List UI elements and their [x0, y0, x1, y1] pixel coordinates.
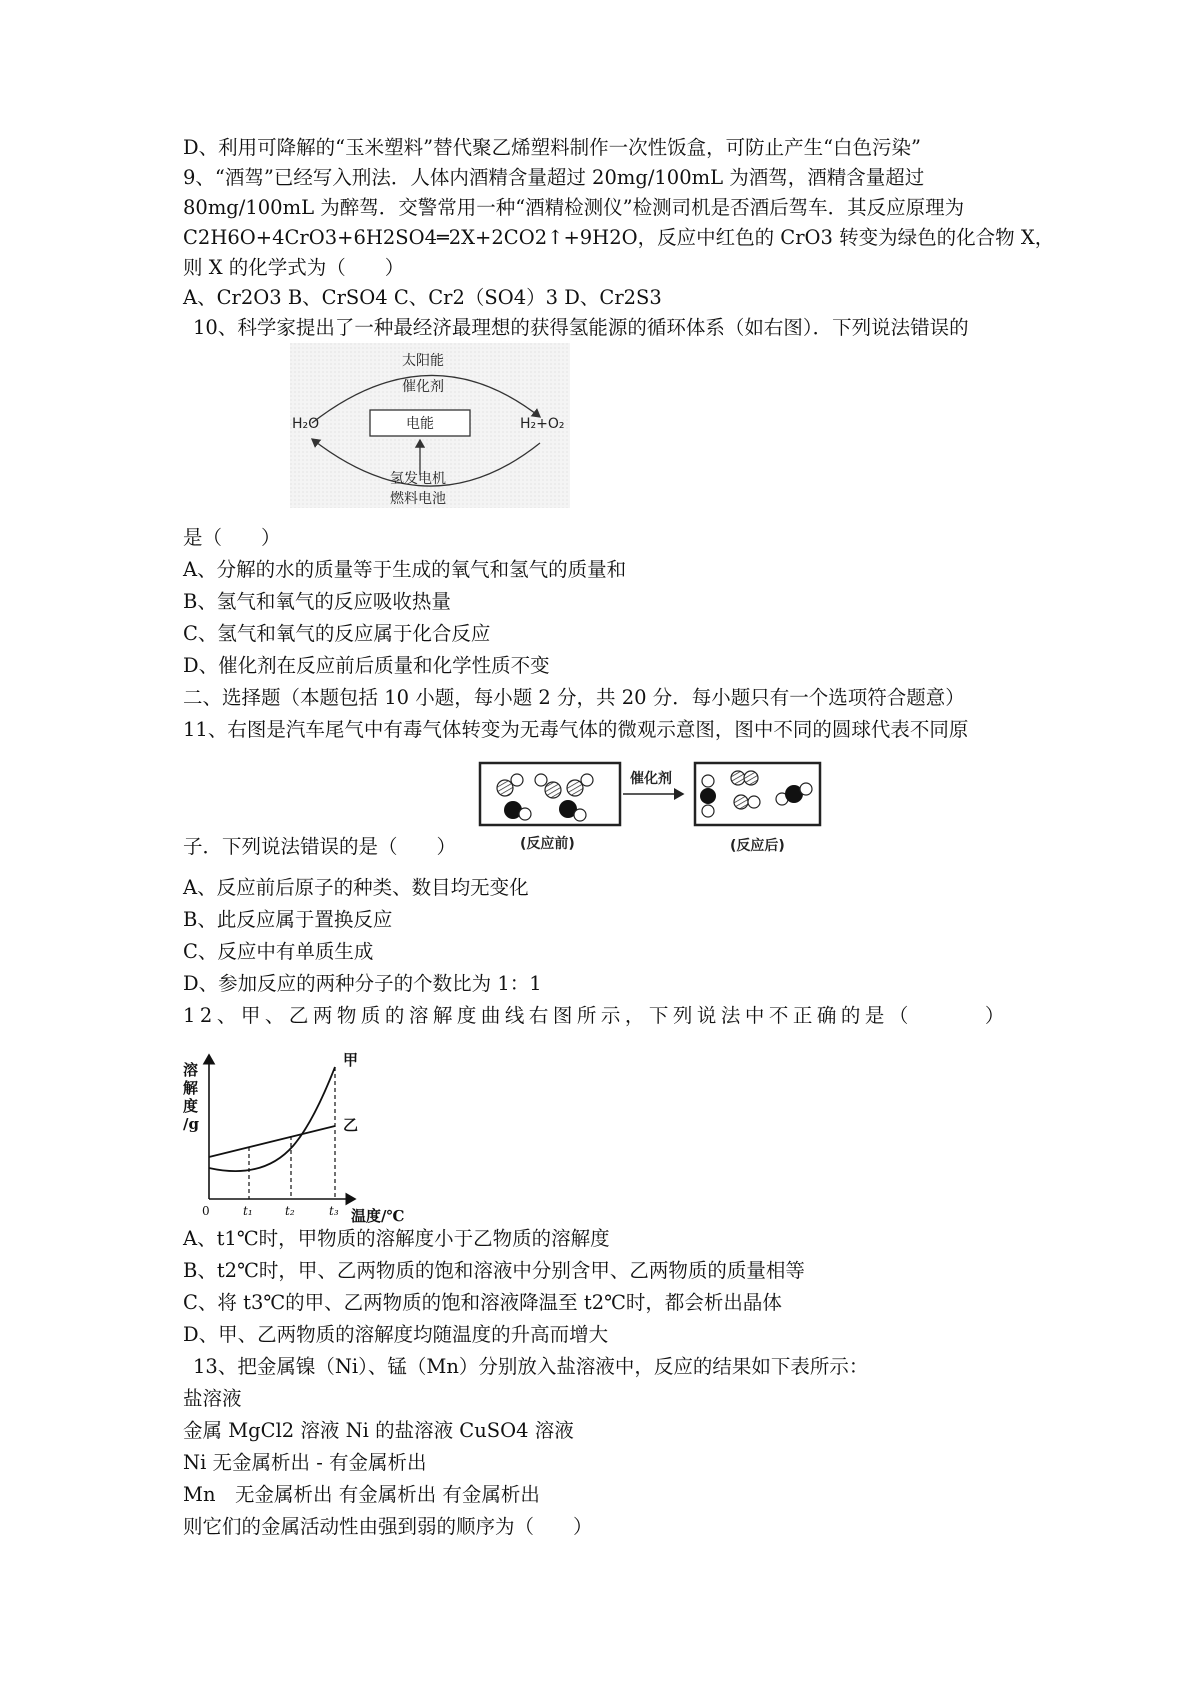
q11-option-d: D、参加反应的两种分子的个数比为 1：1 [183, 972, 542, 995]
hydrogen-cycle-diagram [290, 343, 570, 508]
q10-option-b: B、氢气和氧气的反应吸收热量 [183, 590, 451, 613]
q13-stem: 13、把金属镍（Ni）、锰（Mn）分别放入盐溶液中，反应的结果如下表所示： [193, 1355, 869, 1378]
cycle-label-catalyst: 催化剂 [402, 379, 444, 395]
q10-option-a: A、分解的水的质量等于生成的氧气和氢气的质量和 [183, 558, 627, 581]
q11-stem-2: 子．下列说法错误的是（ ） [183, 835, 457, 858]
x-axis-label: 温度/℃ [351, 1207, 405, 1225]
q13-table-header: 金属 MgCl2 溶液 Ni 的盐溶液 CuSO4 溶液 [183, 1419, 574, 1442]
q12-option-d: D、甲、乙两物质的溶解度均随温度的升高而增大 [183, 1323, 609, 1346]
q12-option-b: B、t2℃时，甲、乙两物质的饱和溶液中分别含甲、乙两物质的质量相等 [183, 1259, 805, 1282]
series-label-yi: 乙 [343, 1116, 359, 1134]
cycle-label-water: H₂O [292, 416, 320, 432]
tick-t1: t₁ [243, 1204, 253, 1218]
section-heading: 二、选择题（本题包括 10 小题，每小题 2 分，共 20 分．每小题只有一个选项符合题意） [183, 686, 965, 709]
q10-stem-2: 是（ ） [183, 526, 281, 549]
q12-option-c: C、将 t3℃的甲、乙两物质的饱和溶液降温至 t2℃时，都会析出晶体 [183, 1291, 782, 1314]
q13-table-row-ni: Ni 无金属析出 - 有金属析出 [183, 1451, 427, 1474]
reaction-micro-diagram [475, 758, 855, 858]
tick-t2: t₂ [285, 1204, 295, 1218]
y-label-1: 溶 [183, 1061, 199, 1079]
cycle-label-solar: 太阳能 [402, 353, 444, 369]
y-label-4: /g [183, 1115, 199, 1133]
q9-stem-4: 则 X 的化学式为（ ） [183, 256, 405, 279]
curve-jia [209, 1067, 335, 1171]
q13-table-row-mn: Mn 无金属析出 有金属析出 有金属析出 [183, 1483, 540, 1506]
origin-label: 0 [202, 1204, 210, 1218]
q11-option-c: C、反应中有单质生成 [183, 940, 374, 963]
before-label: (反应前) [520, 836, 575, 852]
q11-option-b: B、此反应属于置换反应 [183, 908, 393, 931]
y-label-3: 度 [183, 1097, 199, 1115]
solubility-chart [183, 1045, 423, 1235]
q13-table-caption: 盐溶液 [183, 1387, 242, 1410]
catalyst-label: 催化剂 [630, 771, 672, 787]
curve-yi [209, 1126, 335, 1157]
tick-t3: t₃ [329, 1204, 339, 1218]
q13-question: 则它们的金属活动性由强到弱的顺序为（ ） [183, 1515, 593, 1538]
q8-option-d: D、利用可降解的“玉米塑料”替代聚乙烯塑料制作一次性饭盒，可防止产生“白色污染” [183, 136, 922, 159]
cycle-label-fuel-cell: 燃料电池 [390, 491, 446, 507]
q11-option-a: A、反应前后原子的种类、数目均无变化 [183, 876, 529, 899]
q9-stem-3: C2H6O+4CrO3+6H2SO4═2X+2CO2↑+9H2O，反应中红色的 CrO3 转变为绿色的化合物 X， [183, 226, 1055, 249]
q12-stem: 12、甲、乙两物质的溶解度曲线右图所示，下列说法中不正确的是（ ） [183, 1004, 1009, 1027]
q10-option-c: C、氢气和氧气的反应属于化合反应 [183, 622, 491, 645]
after-label: (反应后) [730, 838, 785, 854]
q9-options: A、Cr2O3 B、CrSO4 C、Cr2（SO4）3 D、Cr2S3 [183, 286, 662, 309]
cycle-label-h2-o2: H₂+O₂ [520, 416, 565, 432]
cycle-label-generator: 氢发电机 [390, 471, 446, 487]
q11-stem-1: 11、右图是汽车尾气中有毒气体转变为无毒气体的微观示意图，图中不同的圆球代表不同原 [183, 718, 969, 741]
q9-stem-2: 80mg/100mL 为醉驾．交警常用一种“酒精检测仪”检测司机是否酒后驾车．其反应原理为 [183, 196, 965, 219]
q9-stem-1: 9、“酒驾”已经写入刑法．人体内酒精含量超过 20mg/100mL 为酒驾，酒精含量超过 [183, 166, 925, 189]
q12-option-a: A、t1℃时，甲物质的溶解度小于乙物质的溶解度 [183, 1227, 610, 1250]
cycle-label-electricity: 电能 [406, 416, 434, 432]
q10-stem-1: 10、科学家提出了一种最经济最理想的获得氢能源的循环体系（如右图）．下列说法错误的 [193, 316, 969, 339]
y-label-2: 解 [183, 1079, 199, 1097]
series-label-jia: 甲 [343, 1051, 359, 1069]
q10-option-d: D、催化剂在反应前后质量和化学性质不变 [183, 654, 550, 677]
